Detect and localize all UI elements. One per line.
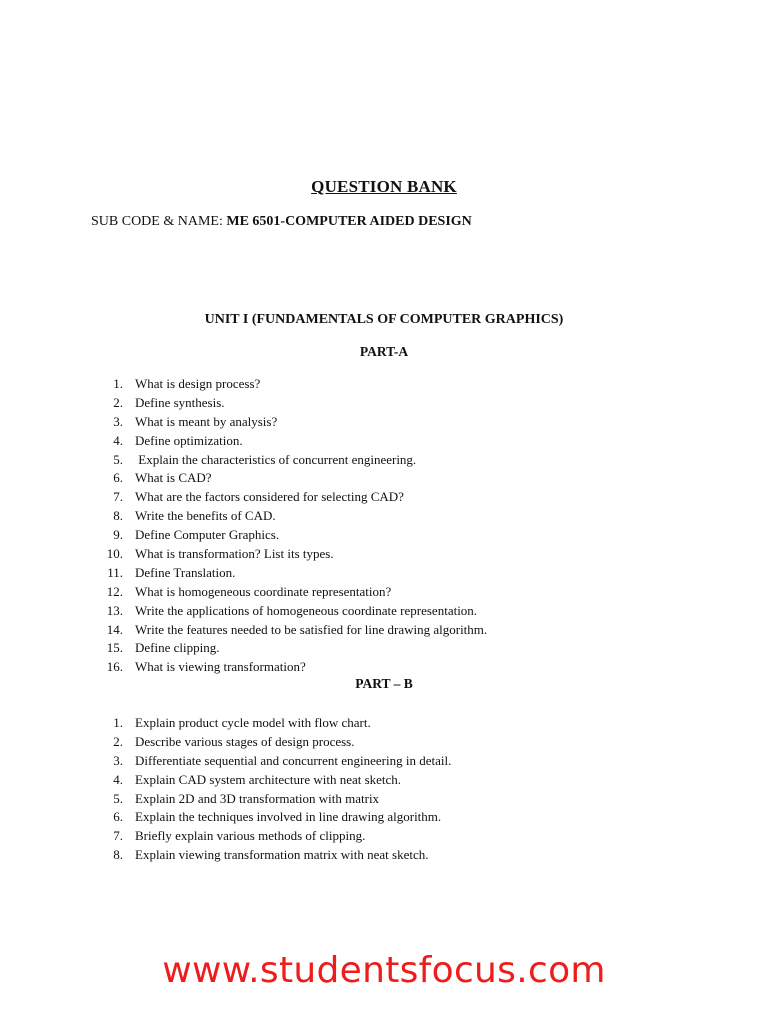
list-item	[0, 846, 768, 865]
list-item	[0, 714, 768, 733]
list-item	[0, 451, 768, 470]
question-number: 9.	[113, 527, 123, 543]
question-number: 12.	[106, 583, 123, 599]
question-text: Explain product cycle model with flow chart.	[135, 715, 371, 730]
list-item	[0, 733, 768, 752]
question-number: 15.	[106, 640, 123, 656]
question-text: What is homogeneous coordinate representation?	[135, 583, 392, 599]
question-number: 5.	[113, 451, 123, 467]
question-number: 1.	[113, 715, 123, 730]
subject-code-line	[91, 214, 472, 230]
list-item	[0, 808, 768, 827]
question-number: 14.	[106, 621, 123, 637]
question-number: 6.	[113, 809, 123, 825]
question-text: Write the features needed to be satisfied for line drawing algorithm.	[135, 621, 488, 637]
question-number: 8.	[113, 508, 123, 524]
list-item	[0, 394, 768, 413]
question-number: 7.	[113, 489, 123, 505]
list-item	[0, 790, 768, 809]
question-text: Define Computer Graphics.	[135, 527, 280, 543]
list-item	[0, 413, 768, 432]
question-number: 3.	[113, 413, 123, 429]
list-item	[0, 545, 768, 564]
question-text: Define Translation.	[135, 564, 236, 580]
unit-heading: UNIT I (FUNDAMENTALS OF COMPUTER GRAPHICS)	[204, 312, 564, 327]
list-item	[0, 488, 768, 507]
list-item	[0, 752, 768, 771]
list-item	[0, 469, 768, 488]
question-number: 16.	[106, 659, 123, 675]
list-item	[0, 827, 768, 846]
list-item	[0, 507, 768, 526]
list-item	[0, 771, 768, 790]
question-number: 4.	[113, 771, 123, 787]
question-text: Briefly explain various methods of clipping.	[135, 828, 366, 844]
question-text: Define optimization.	[135, 432, 243, 448]
question-text: Differentiate sequential and concurrent engineering in detail.	[135, 752, 452, 768]
question-text: What is viewing transformation?	[135, 659, 306, 675]
question-text: Explain the characteristics of concurrent engineering.	[135, 451, 417, 467]
list-item	[0, 564, 768, 583]
question-number: 1.	[113, 376, 123, 391]
question-number: 4.	[113, 432, 123, 448]
question-number: 13.	[106, 602, 123, 618]
question-text: Describe various stages of design process.	[135, 733, 355, 749]
question-text: What are the factors considered for selecting CAD?	[135, 489, 404, 505]
question-text: What is design process?	[135, 376, 261, 391]
list-item	[0, 375, 768, 394]
question-number: 3.	[113, 752, 123, 768]
question-number: 7.	[113, 828, 123, 844]
list-item	[0, 621, 768, 640]
question-text: Write the benefits of CAD.	[135, 508, 276, 524]
question-text: Define synthesis.	[135, 394, 225, 410]
subject-code-value: ME 6501-COMPUTER AIDED DESIGN	[226, 214, 472, 229]
question-number: 10.	[106, 546, 123, 562]
subject-code-label: SUB CODE & NAME:	[91, 214, 227, 229]
question-number: 5.	[113, 790, 123, 806]
page-title: QUESTION BANK	[311, 177, 457, 196]
part-b-question-list	[0, 714, 768, 865]
list-item	[0, 526, 768, 545]
question-text: What is transformation? List its types.	[135, 546, 334, 562]
part-a-question-list	[0, 375, 768, 677]
question-text: Define clipping.	[135, 640, 220, 656]
part-a-heading: PART-A	[359, 344, 409, 359]
list-item	[0, 602, 768, 621]
list-item	[0, 658, 768, 677]
question-number: 2.	[113, 733, 123, 749]
question-text: Explain viewing transformation matrix with neat sketch.	[135, 847, 429, 863]
list-item	[0, 583, 768, 602]
question-number: 8.	[113, 847, 123, 863]
question-number: 11.	[107, 564, 123, 580]
question-number: 2.	[113, 394, 123, 410]
website-watermark: www.studentsfocus.com	[162, 950, 606, 991]
question-text: Explain the techniques involved in line drawing algorithm.	[135, 809, 442, 825]
part-b-heading: PART – B	[355, 676, 413, 691]
question-text: Explain CAD system architecture with neat sketch.	[135, 771, 402, 787]
question-number: 6.	[113, 470, 123, 486]
question-text: What is CAD?	[135, 470, 212, 486]
question-text: Write the applications of homogeneous coordinate representation.	[135, 602, 478, 618]
question-text: Explain 2D and 3D transformation with matrix	[135, 790, 380, 806]
question-text: What is meant by analysis?	[135, 413, 278, 429]
list-item	[0, 432, 768, 451]
list-item	[0, 639, 768, 658]
